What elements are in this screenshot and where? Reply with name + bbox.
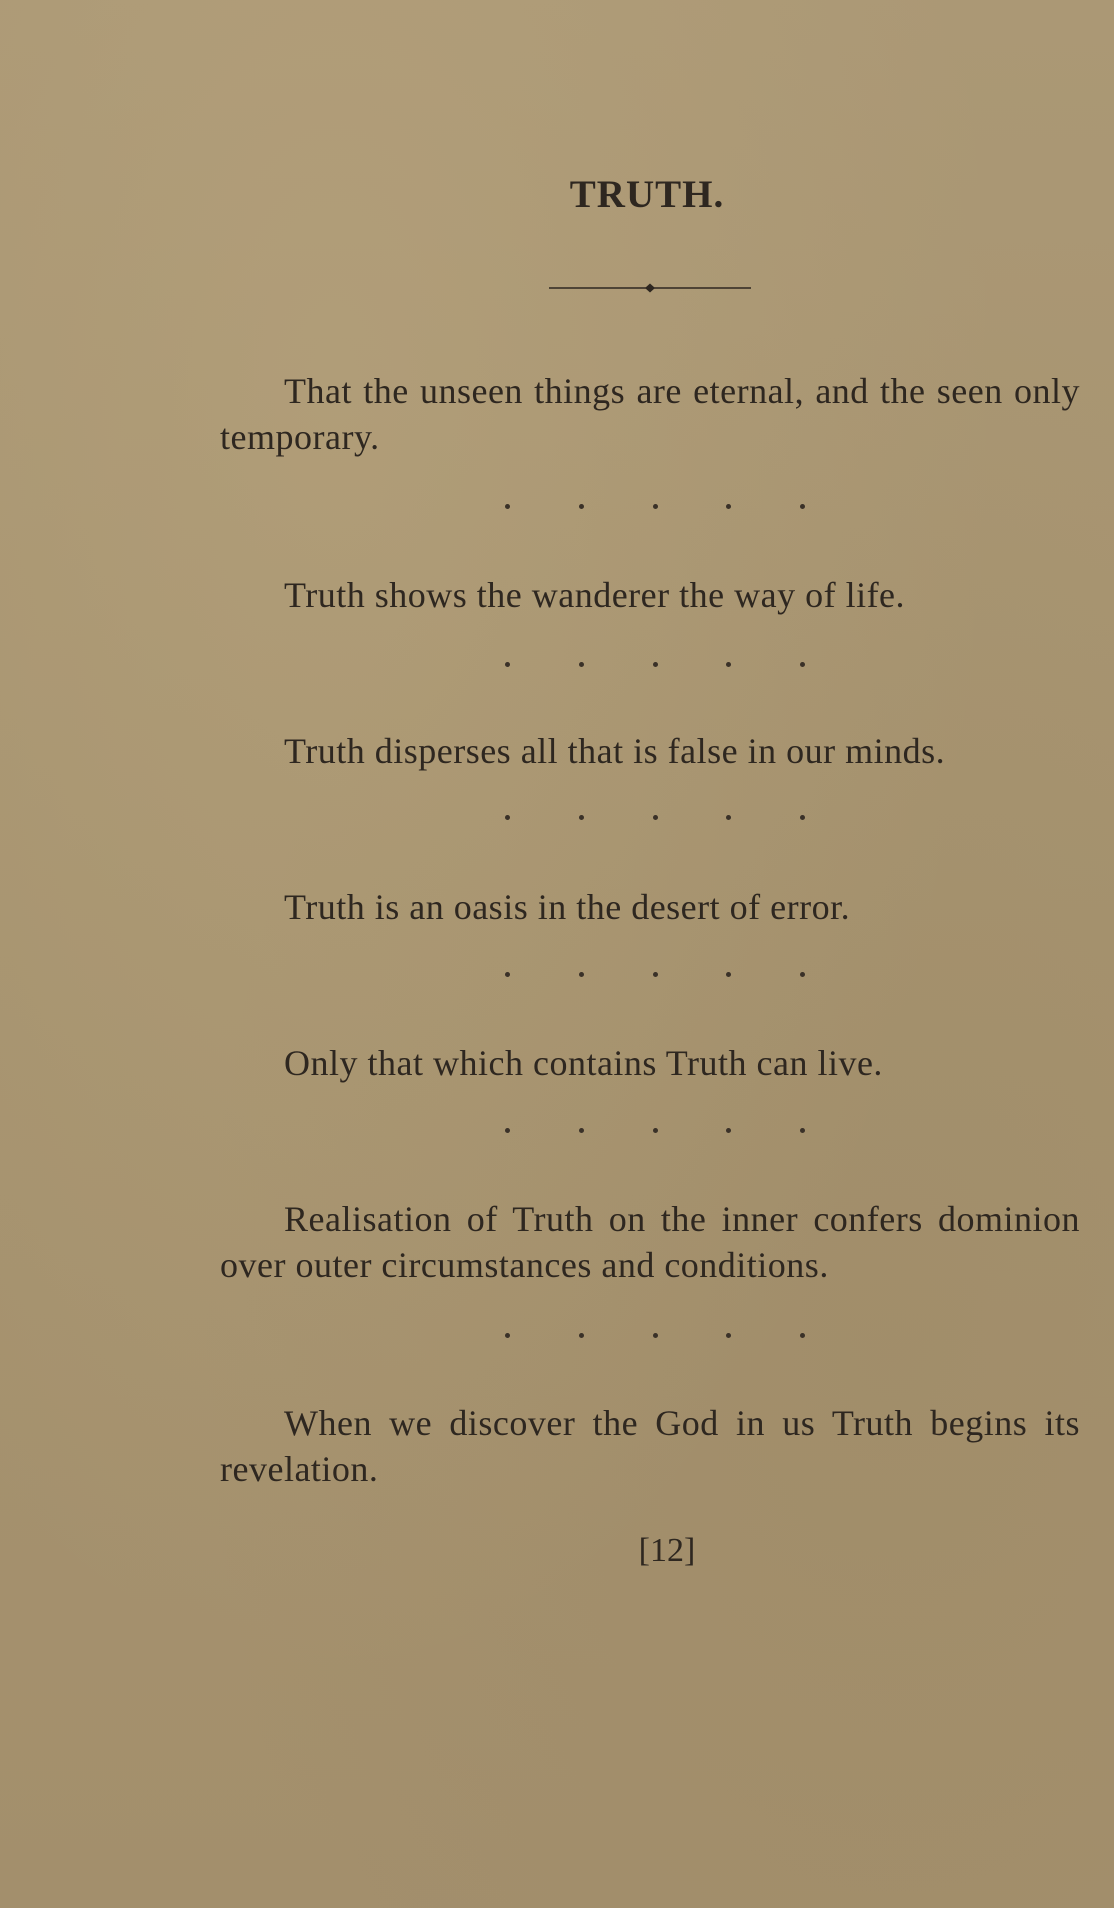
- separator-dot: [726, 815, 731, 820]
- separator-dot: [800, 662, 805, 667]
- separator-dot: [800, 504, 805, 509]
- dot-separator-3: [505, 815, 805, 825]
- dot-separator-6: [505, 1333, 805, 1343]
- dot-separator-4: [505, 972, 805, 982]
- separator-dot: [726, 504, 731, 509]
- paragraph-3: Truth disperses all that is false in our minds.: [284, 731, 946, 771]
- separator-dot: [579, 1128, 584, 1133]
- separator-dot: [800, 1128, 805, 1133]
- separator-dot: [579, 1333, 584, 1338]
- separator-dot: [579, 504, 584, 509]
- dot-separator-1: [505, 504, 805, 514]
- separator-dot: [726, 1128, 731, 1133]
- paragraph-5: Only that which contains Truth can live.: [284, 1043, 883, 1083]
- separator-dot: [579, 662, 584, 667]
- paragraph-1: That the unseen things are eternal, and the seen only temporary.: [220, 371, 1080, 457]
- separator-dot: [579, 972, 584, 977]
- separator-dot: [726, 662, 731, 667]
- paragraph-6: Realisation of Truth on the inner confers dominion over outer circumstances and conditions.: [220, 1199, 1080, 1285]
- separator-dot: [800, 815, 805, 820]
- title-ornament-rule: [549, 282, 751, 294]
- dot-separator-5: [505, 1128, 805, 1138]
- paragraph-7: When we discover the God in us Truth begins its revelation.: [220, 1403, 1080, 1489]
- separator-dot: [726, 1333, 731, 1338]
- separator-dot: [800, 1333, 805, 1338]
- separator-dot: [653, 662, 658, 667]
- separator-dot: [653, 815, 658, 820]
- separator-dot: [653, 1128, 658, 1133]
- separator-dot: [505, 815, 510, 820]
- separator-dot: [505, 662, 510, 667]
- paragraph-2: Truth shows the wanderer the way of life.: [284, 575, 906, 615]
- separator-dot: [505, 1333, 510, 1338]
- page-title: TRUTH.: [569, 173, 725, 216]
- separator-dot: [579, 815, 584, 820]
- separator-dot: [505, 972, 510, 977]
- separator-dot: [653, 1333, 658, 1338]
- separator-dot: [800, 972, 805, 977]
- separator-dot: [505, 504, 510, 509]
- dot-separator-2: [505, 662, 805, 672]
- paragraph-4: Truth is an oasis in the desert of error.: [284, 887, 851, 927]
- separator-dot: [653, 972, 658, 977]
- separator-dot: [726, 972, 731, 977]
- separator-dot: [653, 504, 658, 509]
- page-number: [12]: [638, 1532, 696, 1569]
- separator-dot: [505, 1128, 510, 1133]
